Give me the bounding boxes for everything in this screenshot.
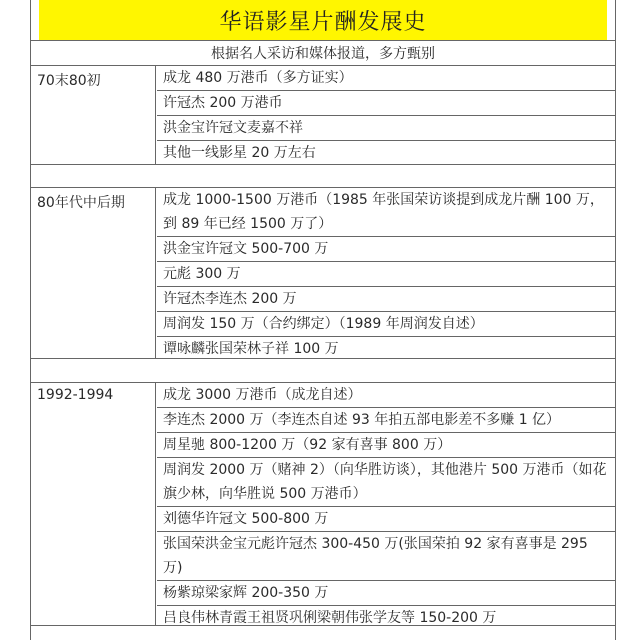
table-row: 张国荣洪金宝元彪许冠杰 300-450 万(张国荣拍 92 家有喜事是 295 万) bbox=[157, 532, 615, 581]
table-row: 成龙 3000 万港币（成龙自述） bbox=[157, 383, 615, 408]
table-subtitle: 根据名人采访和媒体报道，多方甄别 bbox=[211, 45, 435, 62]
table-row: 杨紫琼梁家辉 200-350 万 bbox=[157, 581, 615, 606]
table-row: 周润发 2000 万（赌神 2）（向华胜访谈），其他港片 500 万港币（如花旗少林，向华胜说 500 万港币） bbox=[157, 458, 615, 507]
table-title: 华语影星片酬发展史 bbox=[39, 0, 607, 40]
table-row: 吕良伟林青霞王祖贤巩俐梁朝伟张学友等 150-200 万 bbox=[163, 610, 497, 626]
table-row: 刘德华许冠文 500-800 万 bbox=[157, 507, 615, 532]
table-row: 洪金宝许冠文麦嘉不祥 bbox=[157, 116, 615, 141]
table-row: 许冠杰李连杰 200 万 bbox=[157, 287, 615, 312]
table-row: 其他一线影星 20 万左右 bbox=[163, 145, 316, 161]
period-label: 80年代中后期 bbox=[31, 188, 156, 358]
table-row: 周星驰 800-1200 万（92 家有喜事 800 万） bbox=[157, 433, 615, 458]
section-80s bbox=[31, 187, 615, 359]
period-label: 70末80初 bbox=[31, 66, 156, 164]
table-row: 李连杰 2000 万（李连杰自述 93 年拍五部电影差不多赚 1 亿） bbox=[157, 408, 615, 433]
table-row: 洪金宝许冠文 500-700 万 bbox=[157, 237, 615, 262]
period-label: 1992-1994 bbox=[31, 383, 156, 625]
salary-table bbox=[30, 0, 616, 640]
table-row: 谭咏麟张国荣林子祥 100 万 bbox=[163, 341, 339, 357]
table-row: 成龙 1000-1500 万港币（1985 年张国荣访谈提到成龙片酬 100 万，到 89 年已经 1500 万了） bbox=[157, 188, 615, 237]
section-1992-1994 bbox=[31, 382, 615, 626]
table-row: 成龙 480 万港币（多方证实） bbox=[157, 66, 615, 91]
table-row: 许冠杰 200 万港币 bbox=[157, 91, 615, 116]
section-70s bbox=[31, 65, 615, 165]
table-row: 元彪 300 万 bbox=[157, 262, 615, 287]
table-row: 周润发 150 万（合约绑定）（1989 年周润发自述） bbox=[157, 312, 615, 337]
